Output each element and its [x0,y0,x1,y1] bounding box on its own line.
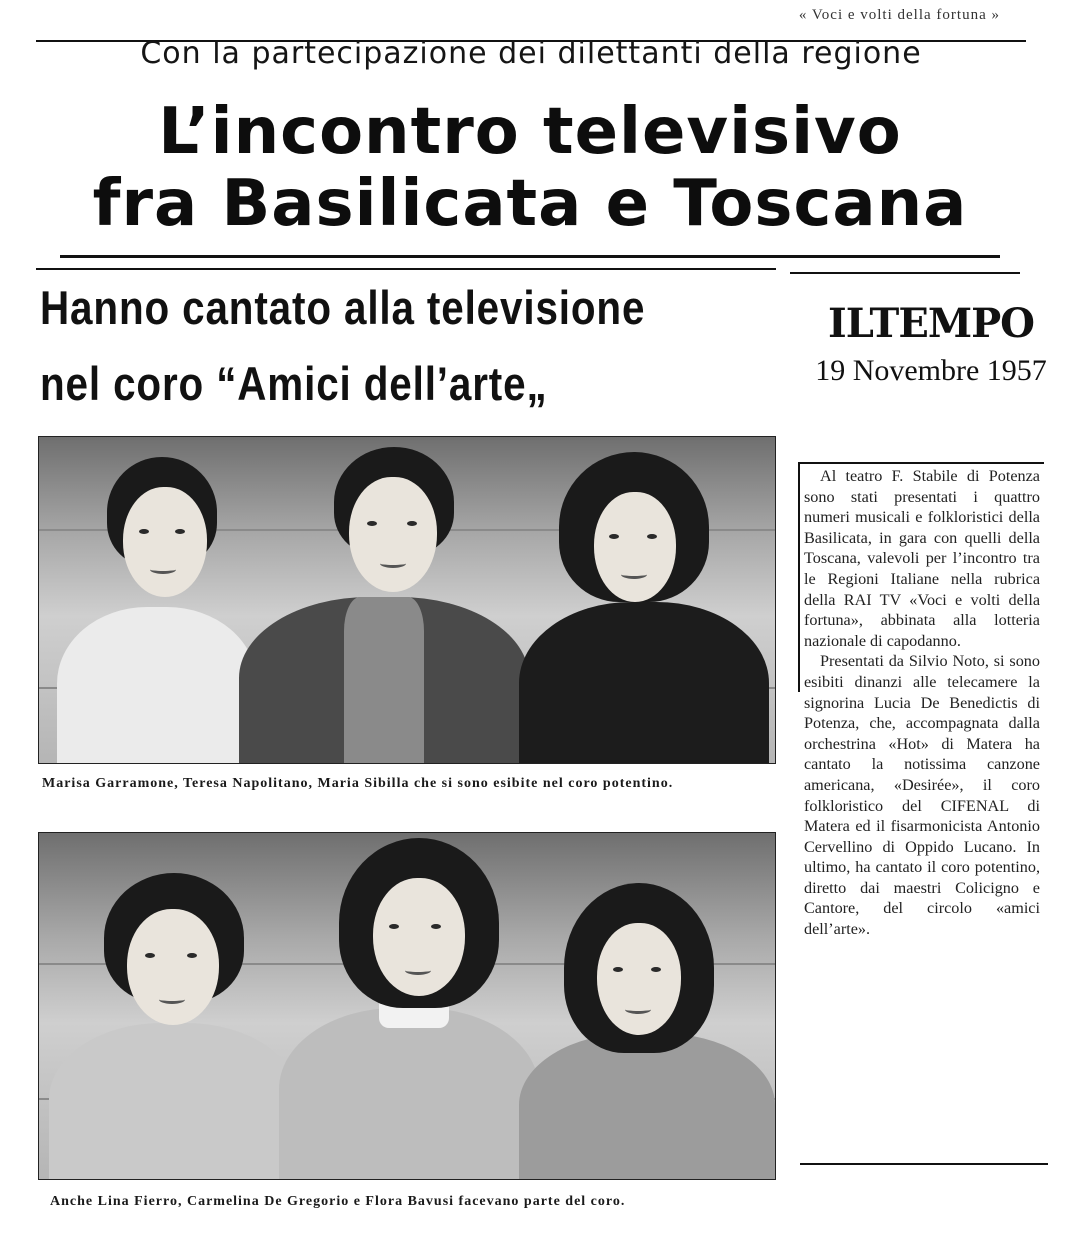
person-figure [239,447,529,764]
deck-line1: Hanno cantato alla televisione [40,281,646,334]
photo-bottom [38,832,776,1180]
subhead: Con la partecipazione dei dilettanti della regione [140,36,922,71]
masthead-rule [790,272,1020,274]
publication-date: 19 Novembre 1957 [815,354,1047,387]
person-figure [57,457,257,764]
headline-rule [60,255,1000,258]
article-body [804,466,1040,940]
deck-top-rule [36,268,776,270]
headline-line1: L’incontro televisivo [158,95,902,169]
masthead-name: ILTEMPO [827,300,1035,347]
headline-line2: fra Basilicata e Toscana [92,167,968,241]
column-rule-top [800,462,1044,464]
photo-bottom-caption: Anche Lina Fierro, Carmelina De Gregorio e Flora Bavusi facevano parte del coro. [50,1194,626,1209]
photo-top-caption: Marisa Garramone, Teresa Napolitano, Maria Sibilla che si sono esibite nel coro potentino. [42,776,674,791]
deck-line2: nel coro “Amici dell’arte„ [40,357,548,410]
photo-top [38,436,776,764]
article-paragraph-2: Presentati da Silvio Noto, si sono esibiti dinanzi alle telecamere la signorina Lucia De Benedictis di Potenza, che, accompagnata dalla orchestrina «Hot» di Matera ha cantato la notissima canzone americana, «Desirée», il coro folkloristico del CIFENAL di Matera ed il fisarmonicista Antonio Cervellino di Oppido Lucano. In ultimo, ha cantato il coro potentino, diretto dai maestri Colicigno e Cantore, del circolo «amici dell’arte». [804,652,1040,939]
person-figure [279,838,539,1180]
kicker-text: « Voci e volti della fortuna » [798,7,1000,23]
person-figure [519,452,769,764]
article-paragraph-1: Al teatro F. Stabile di Potenza sono stati presentati i quattro numeri musicali e folkloristici della Basilicata, in gara con quelli della Toscana, valevoli per l’incontro tra le Regioni Italiane nella rubrica della RAI TV «Voci e volti della fortuna», abbinata alla lotteria nazionale di capodanno. [804,467,1040,650]
person-figure [49,873,299,1180]
person-figure [519,883,775,1180]
column-rule-left [798,462,800,692]
column-rule-bottom [800,1163,1048,1165]
